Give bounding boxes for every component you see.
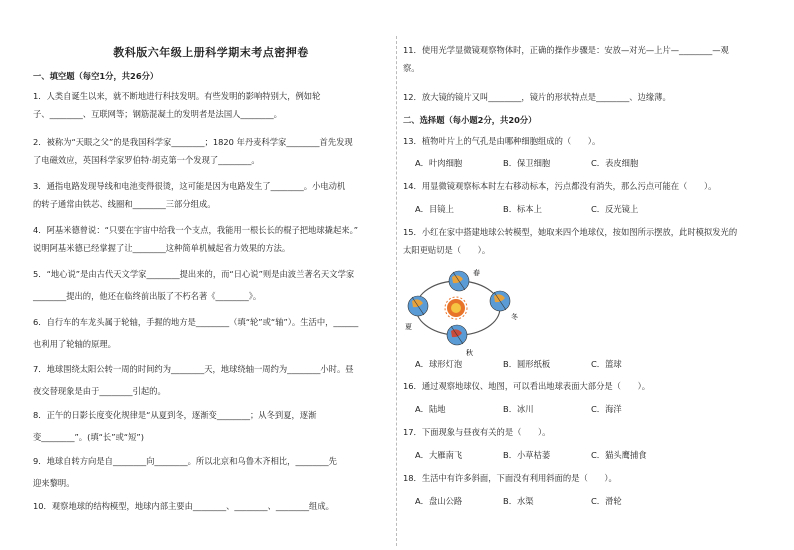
option-c[interactable]: C．滑轮	[591, 496, 622, 506]
option-c[interactable]: C．海洋	[591, 404, 622, 414]
earth-globe-autumn-icon	[447, 325, 467, 345]
option-b[interactable]: B．标本上	[503, 204, 542, 214]
option-c[interactable]: C．表皮细胞	[591, 158, 639, 168]
section-choice-heading: 二、选择题（每小题2分，共20分）	[403, 115, 537, 125]
option-a[interactable]: A．大雁南飞	[415, 450, 463, 460]
question-11: 11．使用光学显微镜观察物体时，正确的操作步骤是：安放—对光—上片—________—观 察。	[403, 45, 729, 73]
sun-icon	[445, 297, 467, 319]
question-18: 18．生活中有许多斜面，下面没有利用斜面的是（ ）。	[403, 473, 617, 483]
option-a[interactable]: A．目镜上	[415, 204, 454, 214]
question-14-options	[415, 204, 679, 215]
question-15-options	[415, 359, 679, 370]
question-17-options	[415, 450, 679, 461]
option-a[interactable]: A．球形灯泡	[415, 359, 463, 369]
question-15: 15．小红在家中搭建地球公转模型，她取来四个地球仪，按如图所示摆放，此时模拟发光的 太阳更贴切是（ ）。	[403, 227, 738, 255]
question-18-options	[415, 496, 679, 507]
question-10: 10．观察地球的结构模型，地球内部主要由________、________、________组成。	[33, 501, 334, 511]
question-8: 8．正午的日影长度变化规律是“从夏到冬，逐渐变________；从冬到夏，逐渐 变________”。(填“长”或“短”)	[33, 410, 317, 442]
question-5: 5．“地心说”是由古代天文学家________提出来的，而“日心说”则是由波兰著名天文学家 ________提出的，他还在临终前出版了不朽名著《________》。	[33, 269, 355, 301]
option-c[interactable]: C．猫头鹰捕食	[591, 450, 647, 460]
option-b[interactable]: B．小草枯萎	[503, 450, 551, 460]
label-summer: 夏	[405, 323, 412, 331]
option-c[interactable]: C．篮球	[591, 359, 622, 369]
label-autumn: 秋	[466, 349, 473, 357]
option-a[interactable]: A．盘山公路	[415, 496, 463, 506]
option-b[interactable]: B．冰川	[503, 404, 534, 414]
question-7: 7．地球围绕太阳公转一周的时间约为________天，地球绕轴一周约为________小时。昼 夜交替现象是由于________引起的。	[33, 364, 354, 396]
question-17: 17．下面现象与昼夜有关的是（ ）。	[403, 427, 551, 437]
question-13-options	[415, 158, 679, 169]
question-13: 13．植物叶片上的气孔是由哪种细胞组成的（ ）。	[403, 136, 601, 146]
option-c[interactable]: C．反光镜上	[591, 204, 639, 214]
exam-title: 教科版六年级上册科学期末考点密押卷	[113, 46, 309, 59]
label-winter: 冬	[511, 313, 518, 321]
option-b[interactable]: B．保卫细胞	[503, 158, 551, 168]
question-2: 2．被称为“天眼之父”的是我国科学家________；1820 年丹麦科学家________首先发现 了电磁效应，英国科学家罗伯特·胡克第一个发现了________。	[33, 137, 353, 165]
question-3: 3．通指电路发现导线和电池变得很烫，这可能是因为电路发生了________。小电动机 的转子通常由铁芯、线圈和________三部分组成。	[33, 181, 346, 209]
column-divider	[396, 36, 397, 546]
question-16-options	[415, 404, 679, 415]
earth-orbit-diagram	[403, 251, 523, 361]
option-b[interactable]: B．圆形纸板	[503, 359, 551, 369]
earth-globe-spring-icon	[449, 271, 469, 291]
question-6: 6．自行车的车龙头属于轮轴，手握的地方是________（填“轮”或“轴”）。生活中，______ 也利用了轮轴的原理。	[33, 317, 359, 349]
question-14: 14．用显微镜观察标本时左右移动标本，污点都没有消失，那么污点可能在（ ）。	[403, 181, 717, 191]
section-fill-blank-heading: 一、填空题（每空1分，共26分）	[33, 71, 159, 81]
option-a[interactable]: A．陆地	[415, 404, 446, 414]
option-a[interactable]: A．叶肉细胞	[415, 158, 463, 168]
earth-globe-summer-icon	[408, 296, 428, 316]
question-16: 16．通过观察地球仪、地图，可以看出地球表面大部分是（ ）。	[403, 381, 651, 391]
label-spring: 春	[473, 269, 480, 277]
question-12: 12．放大镜的镜片又叫________，镜片的形状特点是________、边缘薄。	[403, 92, 671, 102]
question-9: 9．地球自转方向是自________向________。所以北京和乌鲁木齐相比，________先 迎来黎明。	[33, 456, 337, 488]
question-4: 4．阿基米德曾说：“只要在宇宙中给我一个支点，我能用一根长长的棍子把地球撬起来。” 说明阿基米德已经掌握了让________这种简单机械起省力效果的方法。	[33, 225, 359, 253]
question-1: 1．人类自诞生以来，就不断地进行科技发明。有些发明的影响特别大，例如轮 子、________、互联网等；钢筋混凝土的发明者是法国人________。	[33, 91, 321, 119]
option-b[interactable]: B．水渠	[503, 496, 534, 506]
earth-globe-winter-icon	[490, 291, 510, 311]
